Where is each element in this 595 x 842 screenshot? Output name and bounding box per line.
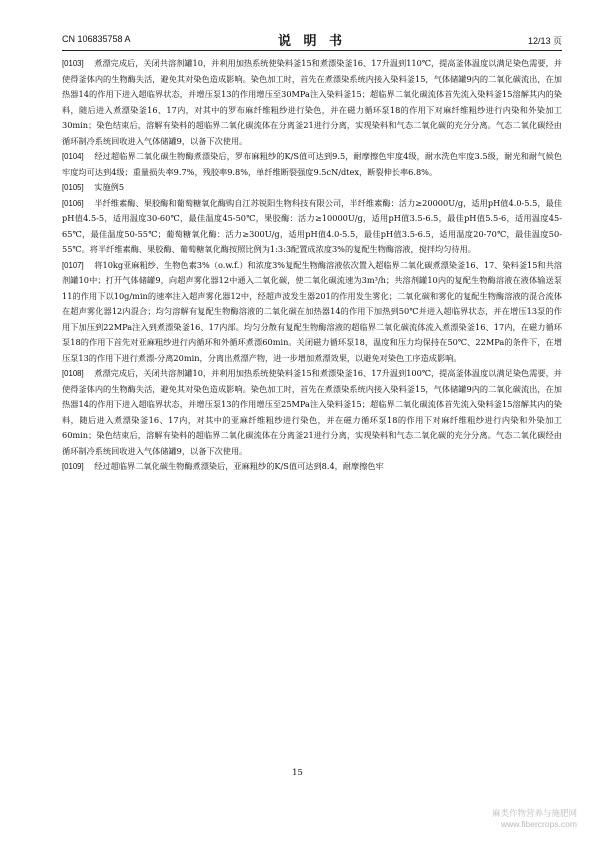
paragraph-text: 将10kg亚麻粗纱、生物色素3%（o.w.f.）和浓度3%复配生物酶溶液依次置入超临界二氧化碳煮漂染釜16、17、染料釜15和共溶剂罐10中；打开气体储罐9，向超声雾化器12中通入二氧化碳，使二氧化碳流速为3m³/h；共溶剂罐10内的复配生物酶溶液在液体输送泵11的作用下以10g/min的速率注入超声雾化器12中，经超声波发生器201的作用发生雾化；二氧化碳和雾化的复配生物酶溶液的混合流体在超声雾化器12内混合；均匀溶解有复配生物酶溶液的二氧化碳在加热器14的作用下加热到50℃并进入超临界状态，并在增压13泵的作用下加压到22MPa注入到煮漂染釜16、17内部。均匀分散有复配生物酶溶液的超临界二氧化碳流体流入煮漂染釜16、17内，在磁力循环泵18的作用下首先对亚麻粗纱进行内循环和外循环煮漂60min。关闭磁力循环泵18，温度和压力均保持在50℃、22MPa的条件下，在增压泵13的作用下进行煮漂-分离20min，分离出煮漂产物，进一步增加煮漂效果，以避免对染色工序造成影响。: [62, 259, 562, 363]
paragraph-0105: [62, 180, 562, 196]
paragraph-number: [0109]: [62, 462, 84, 471]
body-content: [62, 56, 562, 475]
watermark-line2: www.fibercrops.com: [500, 819, 577, 829]
paragraph-0108: [62, 366, 562, 459]
paragraph-number: [0106]: [62, 198, 84, 208]
paragraph-text: 煮漂完成后，关闭共溶剂罐10，并利用加热系统使染料釜15和煮漂染釜16、17升温到110℃，提高釜体温度以满足染色需要，并使得釜体内的生物酶失活，避免其对染色造成影响。染色加工时，首先在煮漂染系统内接入染料釜15，气体储罐9内的二氧化碳流出，在加热器14的作用下进入超临界状态，并增压泵13的作用增压至30MPa注入染料釜15；超临界二氧化碳流体首先流入染料釜15溶解其内的染料，随后进入煮漂染釜16、17内，对其中的罗布麻纤维粗纱进行染色，并在磁力循环泵18的作用下对麻纤维粗纱进行内染和外染加工30min；染色结束后，溶解有染料的超临界二氧化碳流体在分离釜21进行分离，实现染料和气态二氧化碳的充分分离。气态二氧化碳经由循环制冷系统回收进入气体储罐9，以备下次使用。: [62, 58, 562, 146]
patent-number: CN 106835758 A: [62, 34, 131, 44]
paragraph-0109: [62, 459, 562, 475]
page-number: 15: [292, 768, 303, 778]
page-indicator: 12/13 页: [527, 36, 562, 46]
paragraph-text: 经过超临界二氧化碳生物酶煮漂染后，亚麻粗纱的K/S值可达到8.4，耐摩擦色牢: [94, 461, 384, 471]
paragraph-number: [0107]: [62, 260, 84, 270]
page-title: 说 明 书: [277, 34, 347, 49]
paragraph-0104: [62, 149, 562, 180]
paragraph-text: 经过超临界二氧化碳生物酶煮漂染后，罗布麻粗纱的K/S值可达到9.5，耐摩擦色牢度4级，耐水洗色牢度3.5级，耐光和耐气候色牢度均可达到4级；重量损失率9.7%，残胶率9.8%，单纤维断裂强度9.5cN/dtex，断裂伸长率6.8%。: [62, 151, 562, 177]
paragraph-number: [0104]: [62, 152, 84, 161]
paragraph-text: 煮漂完成后，关闭共溶剂罐10，并利用加热系统使染料釜15和煮漂染釜16、17升温到100℃，提高釜体温度以满足染色需要，并使得釜体内的生物酶失活，避免其对染色造成影响。染色加工时，首先在煮漂染系统内接入染料釜15，气体储罐9内的二氧化碳流出，在加热器14的作用下进入超临界状态，并增压泵13的作用增压至25MPa注入染料釜15；超临界二氧化碳流体首先流入染料釜15溶解其内的染料，随后进入煮漂染釜16、17内，对其中的亚麻纤维粗纱进行染色，并在磁力循环泵18的作用下对麻纤维粗纱进行内染和外染加工60min；染色结束后，溶解有染料的超临界二氧化碳流体在分离釜21进行分离，实现染料和气态二氧化碳的充分分离。气态二氧化碳经由循环制冷系统回收进入气体储罐9，以备下次使用。: [62, 368, 562, 456]
section-heading: 实施例5: [94, 182, 125, 192]
paragraph-number: [0108]: [62, 369, 84, 378]
paragraph-0103: [62, 56, 562, 149]
page-header: [62, 28, 562, 49]
paragraph-number: [0103]: [62, 59, 84, 68]
paragraph-0107: [62, 258, 562, 367]
paragraph-0106: [62, 196, 562, 258]
paragraph-text: 半纤维素酶、果胶酶和葡萄糖氧化酶购自江苏锐阳生物科技有限公司，半纤维素酶：活力≥20000U/g，适用pH值4.0-5.5，最佳pH值4.5-5，适用温度30-60℃，最佳温度45-50℃，果胶酶：活力≥10000U/g，适用pH值3.5-6.5，最佳pH值5.5-6，适用温度45-65℃，最佳温度50-55℃；葡萄糖氧化酶：活力≥300U/g，适用pH值4.0-5.5，最佳pH值3.5-6.5，适用温度20-70℃，最佳温度50-55℃。将半纤维素酶、果胶酶、葡萄糖氧化酶按照比例为1:3:3配置成浓度3%的复配生物酶溶液，搅拌均匀待用。: [62, 197, 563, 254]
header-rule: [62, 50, 562, 51]
watermark-line1: 麻类作物营养与施肥网: [491, 808, 577, 818]
paragraph-number: [0105]: [62, 183, 84, 192]
site-watermark: [492, 808, 577, 830]
